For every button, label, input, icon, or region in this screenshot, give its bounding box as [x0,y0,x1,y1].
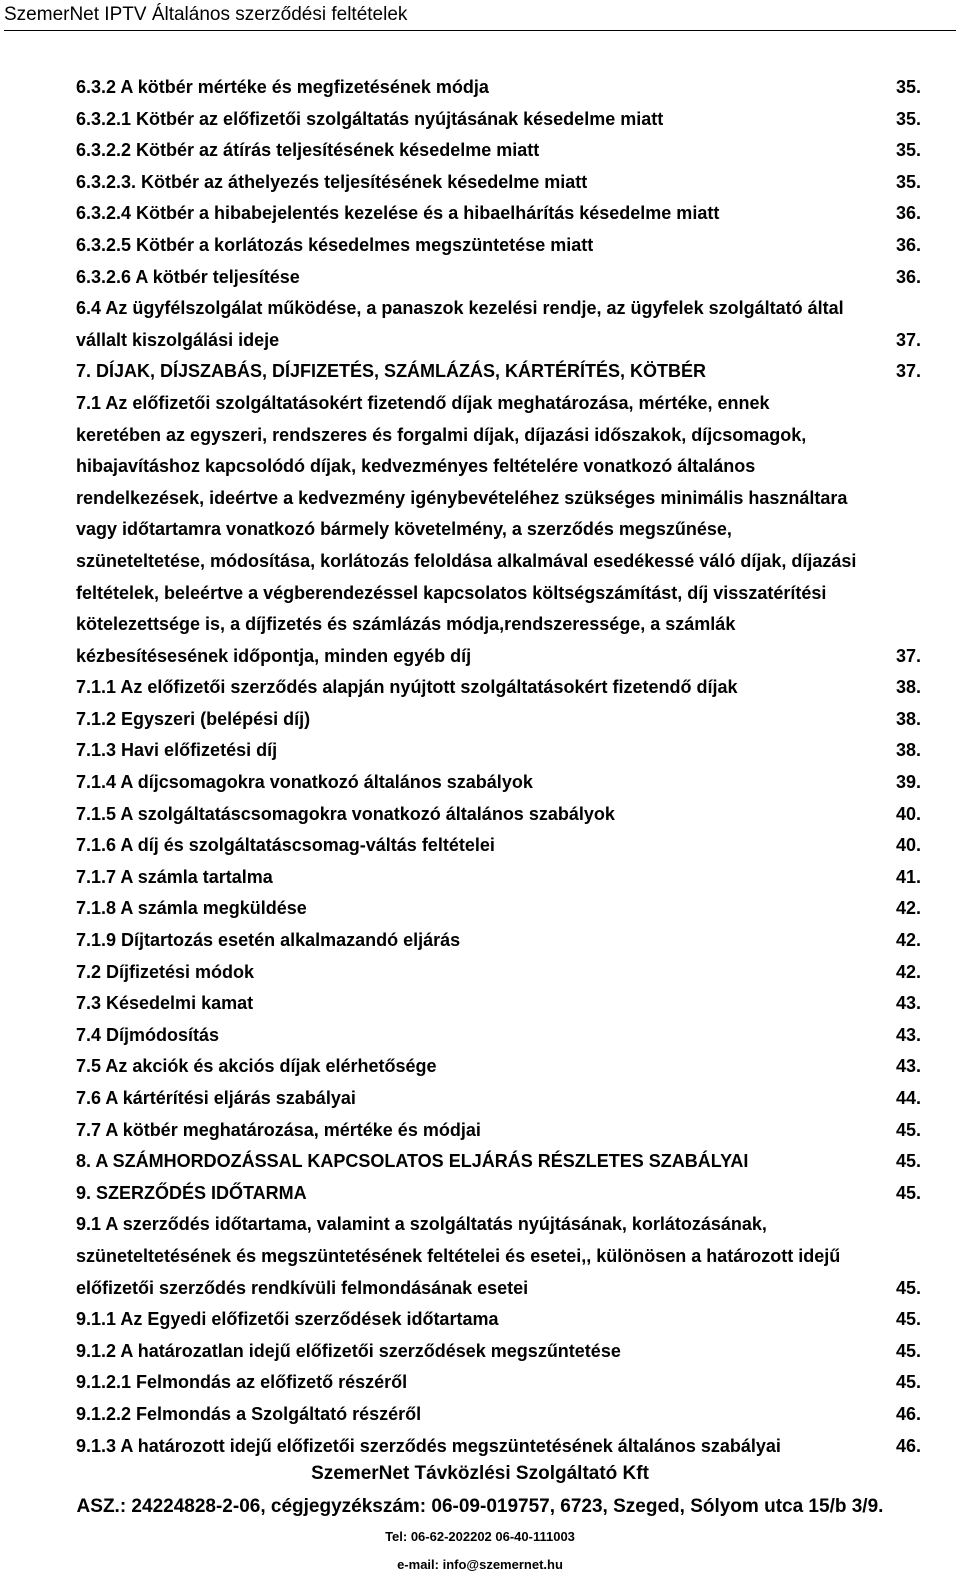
toc-entry-title: 7.1.7 A számla tartalma [76,866,273,887]
toc-entry-title: 6.3.2.1 Kötbér az előfizetői szolgáltatás nyújtásának késedelme miatt [76,108,664,129]
toc-entry[interactable] [76,1399,936,1431]
toc-entry-page: 38. [896,677,922,698]
toc-entry[interactable] [76,957,936,989]
header-title: SzemerNet IPTV Általános szerződési feltételek [4,4,408,25]
toc-entry-page: 37. [896,329,922,350]
toc-entry[interactable] [76,1051,936,1083]
toc-entry-title: 7.1.1 Az előfizetői szerződés alapján nyújtott szolgáltatásokért fizetendő díjak [76,677,738,698]
toc-entry[interactable] [76,1336,936,1368]
toc-entry[interactable] [76,988,936,1020]
toc-entry[interactable] [76,546,936,578]
toc-entry-page: 38. [896,740,922,761]
toc-entry-page: 35. [896,140,922,161]
toc-entry-title: 7.1.9 Díjtartozás esetén alkalmazandó eljárás [76,930,461,951]
toc-entry-title: 7.7 A kötbér meghatározása, mértéke és módjai [76,1119,481,1140]
toc-entry[interactable] [76,451,936,483]
toc-entry-title: szüneteltetése, módosítása, korlátozás feloldása alkalmával esedékessé váló díjak, díjazási [76,550,857,571]
toc-entry[interactable] [76,293,936,325]
toc-entry-title: 6.3.2.6 A kötbér teljesítése [76,266,300,287]
toc-entry-title: vállalt kiszolgálási ideje [76,329,280,350]
toc-entry-title: 9.1.2.2 Felmondás a Szolgáltató részéről [76,1403,422,1424]
toc-entry-page: 35. [896,77,922,97]
toc-entry-page: 42. [896,961,922,982]
toc-entry-page: 45. [896,1309,922,1330]
toc-entry[interactable] [76,388,936,420]
toc-entry[interactable] [76,578,936,610]
footer-company: SzemerNet Távközlési Szolgáltató Kft [311,1463,649,1484]
toc-entry[interactable] [76,704,936,736]
toc-entry-title: 9. SZERZŐDÉS IDŐTARMA [76,1182,307,1203]
toc-entry-page: 45. [896,1151,922,1172]
toc-entry-title: 7.6 A kártérítési eljárás szabályai [76,1088,356,1108]
page-header [4,2,956,31]
toc-entry-title: 9.1.1 Az Egyedi előfizetői szerződések időtartama [76,1309,499,1330]
toc-entry[interactable] [76,1304,936,1336]
footer-address: ASZ.: 24224828-2-06, cégjegyzékszám: 06-09-019757, 6723, Szeged, Sólyom utca 15/b 3/9. [76,1496,884,1517]
toc-entry-title: 9.1 A szerződés időtartama, valamint a szolgáltatás nyújtásának, korlátozásának, [76,1214,767,1235]
toc-entry[interactable] [76,198,936,230]
toc-entry-title: 7.1.5 A szolgáltatáscsomagokra vonatkozó általános szabályok [76,803,615,824]
toc-entry-page: 46. [896,1403,922,1424]
toc-entry[interactable] [76,1020,936,1052]
toc-entry-page: 45. [896,1119,922,1140]
table-of-contents [76,72,936,1462]
toc-entry[interactable] [76,799,936,831]
toc-entry[interactable] [76,672,936,704]
toc-entry[interactable] [76,767,936,799]
toc-entry[interactable] [76,862,936,894]
toc-entry-page: 37. [896,361,922,382]
toc-entry-title: előfizetői szerződés rendkívüli felmondásának esetei [76,1277,529,1298]
toc-entry-title: feltételek, beleértve a végberendezéssel kapcsolatos költségszámítást, díj visszatérítési [76,582,827,603]
toc-entry-page: 44. [896,1088,922,1108]
toc-entry-page: 45. [896,1277,922,1298]
toc-entry-page: 36. [896,203,922,224]
toc-entry-title: 7.5 Az akciók és akciós díjak elérhetősége [76,1056,437,1077]
toc-entry-title: 9.1.2 A határozatlan idejű előfizetői szerződések megszűntetése [76,1340,621,1361]
toc-entry-title: 7.1.8 A számla megküldése [76,898,307,919]
toc-entry-page: 45. [896,1340,922,1361]
toc-entry[interactable] [76,356,936,388]
toc-entry-page: 43. [896,1056,922,1077]
toc-entry-page: 42. [896,898,922,919]
toc-entry-title: 6.4 Az ügyfélszolgálat működése, a panaszok kezelési rendje, az ügyfelek szolgáltató által [76,298,844,319]
toc-entry-page: 36. [896,266,922,287]
toc-entry-title: 7.2 Díjfizetési módok [76,961,255,982]
toc-entry-page: 38. [896,708,922,729]
toc-entry[interactable] [76,420,936,452]
toc-entry[interactable] [76,483,936,515]
toc-entry-title: 8. A SZÁMHORDOZÁSSAL KAPCSOLATOS ELJÁRÁS RÉSZLETES SZABÁLYAI [76,1151,749,1172]
toc-entry[interactable] [76,72,936,104]
toc-entry-title: 7.1.3 Havi előfizetési díj [76,740,278,761]
toc-entry-title: 7.4 Díjmódosítás [76,1024,220,1045]
toc-entry-title: rendelkezések, ideértve a kedvezmény igénybevételéhez szükséges minimális használtara [76,487,848,508]
toc-entry-page: 35. [896,108,922,129]
toc-entry-title: 7.3 Késedelmi kamat [76,993,254,1014]
toc-entry-page: 42. [896,930,922,951]
toc-entry-title: kézbesítésesének időpontja, minden egyéb díj [76,645,472,666]
toc-entry[interactable] [76,167,936,199]
toc-entry-page: 41. [896,866,922,887]
toc-entry-page: 46. [896,1435,922,1456]
toc-entry-page: 40. [896,835,922,856]
toc-entry[interactable] [76,1431,936,1463]
toc-entry-page: 35. [896,171,922,192]
toc-entry[interactable] [76,1209,936,1241]
toc-entry[interactable] [76,641,936,673]
toc-entry[interactable] [76,735,936,767]
toc-entry-title: szüneteltetésének és megszüntetésének feltételei és esetei,, különösen a határozott idejű [76,1245,841,1266]
toc-entry-title: vagy időtartamra vonatkozó bármely követelmény, a szerződés megszűnése, [76,519,732,540]
toc-entry-title: 7.1.4 A díjcsomagokra vonatkozó általános szabályok [76,772,533,793]
toc-entry[interactable] [76,230,936,262]
toc-entry-title: 7.1 Az előfizetői szolgáltatásokért fizetendő díjak meghatározása, mértéke, ennek [76,392,770,413]
toc-entry[interactable] [76,1115,936,1147]
toc-entry-title: 7.1.6 A díj és szolgáltatáscsomag-váltás feltételei [76,835,495,856]
toc-entry[interactable] [76,925,936,957]
toc-entry-page: 43. [896,1024,922,1045]
toc-entry-title: 9.1.3 A határozott idejű előfizetői szerződés megszüntetésének általános szabályai [76,1435,781,1456]
toc-entry[interactable] [76,514,936,546]
toc-entry-page: 39. [896,772,922,793]
toc-entry[interactable] [76,893,936,925]
toc-entry-page: 45. [896,1372,922,1393]
toc-entry[interactable] [76,1083,936,1115]
toc-entry-title: 6.3.2.4 Kötbér a hibabejelentés kezelése és a hibaelhárítás késedelme miatt [76,203,720,224]
toc-entry-title: 7. DÍJAK, DÍJSZABÁS, DÍJFIZETÉS, SZÁMLÁZÁS, KÁRTÉRÍTÉS, KÖTBÉR [76,361,707,382]
toc-entry[interactable] [76,135,936,167]
toc-entry-title: hibajavításhoz kapcsolódó díjak, kedvezményes feltételére vonatkozó általános [76,456,756,477]
toc-entry-title: 6.3.2.3. Kötbér az áthelyezés teljesítésének késedelme miatt [76,171,588,192]
toc-entry-page: 40. [896,803,922,824]
toc-entry[interactable] [76,1178,936,1210]
toc-entry-page: 45. [896,1182,922,1203]
toc-entry-title: 6.3.2 A kötbér mértéke és megfizetésének módja [76,77,489,97]
toc-entry[interactable] [76,1146,936,1178]
toc-entry-title: 7.1.2 Egyszeri (belépési díj) [76,708,311,729]
toc-entry[interactable] [76,1273,936,1305]
toc-entry[interactable] [76,830,936,862]
toc-entry-page: 36. [896,234,922,255]
toc-entry-title: 6.3.2.2 Kötbér az átírás teljesítésének késedelme miatt [76,140,540,161]
toc-entry-title: kötelezettsége is, a díjfizetés és számlázás módja,rendszeressége, a számlák [76,614,736,635]
toc-entry[interactable] [76,609,936,641]
toc-entry[interactable] [76,262,936,294]
toc-entry-page: 43. [896,993,922,1014]
toc-entry[interactable] [76,1241,936,1273]
toc-entry[interactable] [76,104,936,136]
page-footer [0,1460,960,1576]
toc-entry[interactable] [76,325,936,357]
footer-email: e-mail: info@szemernet.hu [397,1557,563,1572]
toc-entry-title: 6.3.2.5 Kötbér a korlátozás késedelmes megszüntetése miatt [76,234,594,255]
toc-entry-page: 37. [896,645,922,666]
toc-entry-title: keretében az egyszeri, rendszeres és forgalmi díjak, díjazási időszakok, díjcsomagok, [76,424,807,445]
footer-phone: Tel: 06-62-202202 06-40-111003 [385,1529,575,1544]
toc-entry-title: 9.1.2.1 Felmondás az előfizető részéről [76,1372,408,1393]
toc-entry[interactable] [76,1367,936,1399]
